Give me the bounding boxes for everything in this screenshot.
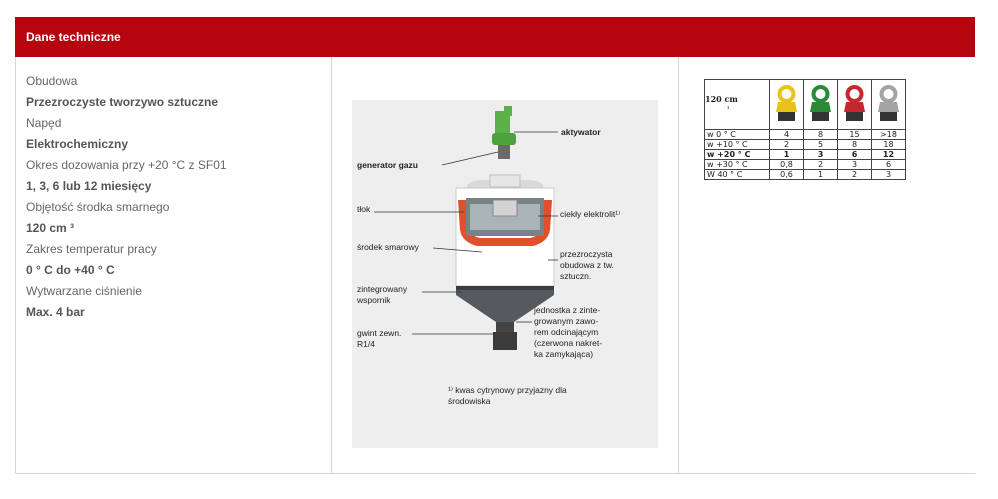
table-row — [705, 160, 906, 170]
value-cell: 2 — [770, 140, 804, 150]
label-activator: aktywator — [561, 127, 601, 137]
table-row — [705, 140, 906, 150]
activator-cell — [804, 80, 838, 130]
diagram-footnote: ¹⁾ kwas cytrynowy przyjazny dla środowiska — [448, 385, 567, 406]
bottom-divider — [15, 473, 975, 474]
spec-value: Przezroczyste tworzywo sztuczne — [26, 95, 219, 109]
temperature-cell: w +30 ° C — [705, 160, 770, 170]
specs-list — [26, 71, 227, 323]
gas-generator-shape — [498, 145, 510, 159]
label-housing: przezroczysta obudowa z tw. sztuczn. — [560, 249, 614, 281]
table-row — [705, 170, 906, 180]
activator-cell — [872, 80, 906, 130]
value-cell: 3 — [804, 150, 838, 160]
temperature-cell: W 40 ° C — [705, 170, 770, 180]
spec-label: Napęd — [26, 116, 62, 130]
label-lubricant: środek smarowy — [357, 242, 419, 252]
label-thread: gwint zewn. R1/4 — [357, 328, 402, 349]
value-cell: 0,8 — [770, 160, 804, 170]
spec-label: Obudowa — [26, 74, 78, 88]
diagram-panel — [331, 57, 679, 473]
spec-label: Zakres temperatur pracy — [26, 242, 157, 256]
value-cell: 8 — [838, 140, 872, 150]
temperature-cell: w 0 ° C — [705, 130, 770, 140]
table-panel — [679, 57, 975, 473]
spec-value: Max. 4 bar — [26, 305, 85, 319]
label-bracket: zintegrowany wspornik — [357, 284, 408, 305]
value-cell: 2 — [838, 170, 872, 180]
value-cell: 18 — [872, 140, 906, 150]
specs-panel — [15, 57, 332, 473]
label-piston: tłok — [357, 204, 371, 214]
activator-cell — [838, 80, 872, 130]
value-cell: 15 — [838, 130, 872, 140]
label-electrolyte: ciekły elektrolit¹⁾ — [560, 209, 621, 219]
value-cell: 2 — [804, 160, 838, 170]
value-cell: >18 — [872, 130, 906, 140]
value-cell: 6 — [838, 150, 872, 160]
table-row-highlighted — [705, 150, 906, 160]
value-cell: 4 — [770, 130, 804, 140]
value-cell: 3 — [838, 160, 872, 170]
thread-shape — [493, 332, 517, 350]
temperature-cell: w +10 ° C — [705, 140, 770, 150]
red-activator-icon — [838, 80, 871, 127]
spec-value: Elektrochemiczny — [26, 137, 129, 151]
value-cell: 5 — [804, 140, 838, 150]
spec-value: 1, 3, 6 lub 12 miesięcy — [26, 179, 152, 193]
label-gas-generator: generator gazu — [357, 160, 418, 170]
spec-value: 120 cm ³ — [26, 221, 75, 235]
yellow-activator-icon — [770, 80, 803, 127]
table-row — [705, 130, 906, 140]
label-unit: jednostka z zinte- growanym zawo- rem odcinającym (czerwona nakret- ka zamykająca) — [534, 305, 603, 359]
value-cell: 0,6 — [770, 170, 804, 180]
volume-header-label: 120 cm — [705, 94, 738, 104]
value-cell: 6 — [872, 160, 906, 170]
value-cell: 1 — [804, 170, 838, 180]
temperature-cell: w +20 ° C — [705, 150, 770, 160]
dispensing-period-table — [704, 79, 906, 180]
green-activator-icon — [804, 80, 837, 127]
spec-label: Okres dozowania przy +20 °C z SF01 — [26, 158, 227, 172]
value-cell: 8 — [804, 130, 838, 140]
volume-header-unit: ³ — [727, 106, 730, 113]
spec-label: Objętość środka smarnego — [26, 200, 170, 214]
value-cell: 3 — [872, 170, 906, 180]
value-cell: 1 — [770, 150, 804, 160]
spec-value: 0 ° C do +40 ° C — [26, 263, 115, 277]
spec-label: Wytwarzane ciśnienie — [26, 284, 142, 298]
volume-header-cell — [705, 80, 770, 130]
gray-activator-icon — [872, 80, 905, 127]
value-cell: 12 — [872, 150, 906, 160]
table-header-row — [705, 80, 906, 130]
section-title: Dane techniczne — [26, 30, 121, 44]
lubricator-diagram — [352, 100, 658, 448]
section-header — [15, 17, 975, 57]
activator-cell — [770, 80, 804, 130]
